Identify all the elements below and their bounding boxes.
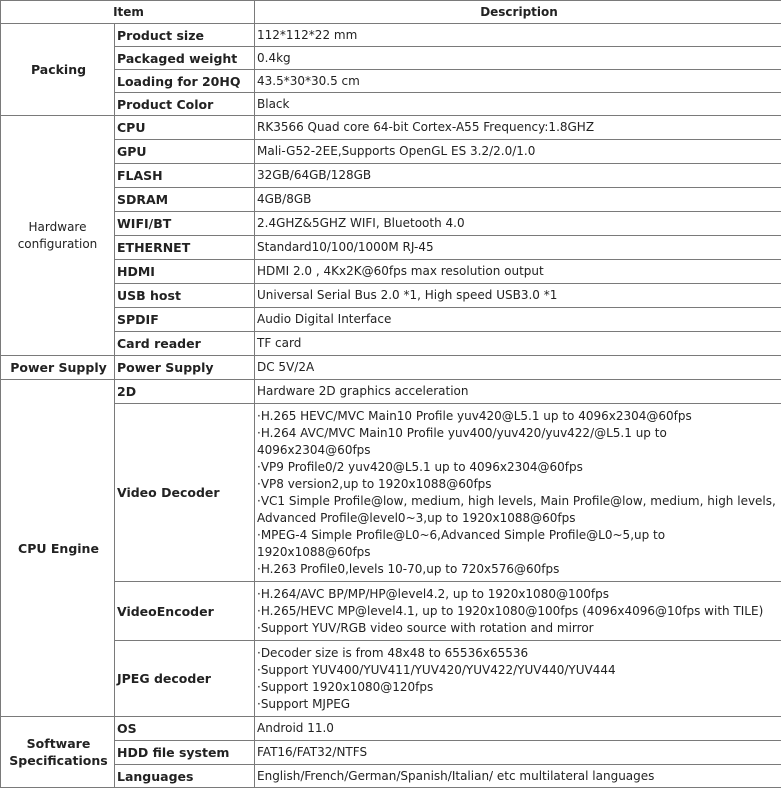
description-line: ·H.264/AVC BP/MP/HP@level4.2, up to 1920x1080@100fps (257, 586, 609, 601)
item-description (255, 308, 781, 332)
description-line: 4GB/8GB (257, 192, 312, 206)
item-description (255, 116, 781, 140)
description-line: 0.4kg (257, 50, 291, 65)
item-label: Power Supply (115, 356, 255, 380)
item-label: ETHERNET (115, 236, 255, 260)
item-description (255, 24, 781, 47)
description-line: 2.4GHZ&5GHZ WIFI, Bluetooth 4.0 (257, 216, 465, 230)
item-label: GPU (115, 140, 255, 164)
item-description (255, 260, 781, 284)
item-description (255, 70, 781, 93)
item-label: Languages (115, 765, 255, 788)
item-description (255, 236, 781, 260)
item-description (255, 356, 781, 380)
item-description (255, 47, 781, 70)
description-line: ·H.265 HEVC/MVC Main10 Profile yuv420@L5.1 up to 4096x2304@60fps (257, 408, 692, 423)
spec-row-video-decoder (1, 404, 781, 582)
item-description (255, 404, 781, 582)
item-description (255, 380, 781, 404)
item-description (255, 332, 781, 356)
item-description (255, 582, 781, 641)
spec-row-cpu (1, 116, 781, 140)
item-label: Product Color (115, 93, 255, 116)
category-cpu-engine: CPU Engine (1, 380, 115, 717)
spec-row-card-reader (1, 332, 781, 356)
item-description (255, 284, 781, 308)
item-label: 2D (115, 380, 255, 404)
description-line: Black (257, 96, 290, 111)
description-line: Android 11.0 (257, 721, 334, 735)
description-line: Audio Digital Interface (257, 312, 392, 326)
spec-row-gpu (1, 140, 781, 164)
item-description (255, 641, 781, 717)
item-description (255, 212, 781, 236)
description-line: ·VP9 Profile0/2 yuv420@L5.1 up to 4096x2304@60fps (257, 459, 583, 474)
item-label: WIFI/BT (115, 212, 255, 236)
spec-row-os (1, 717, 781, 741)
item-label: Loading for 20HQ (115, 70, 255, 93)
description-line: 112*112*22 mm (257, 27, 358, 42)
item-label: FLASH (115, 164, 255, 188)
description-line: Standard10/100/1000M RJ-45 (257, 240, 434, 254)
item-label: JPEG decoder (115, 641, 255, 717)
description-line: ·Support 1920x1080@120fps (257, 679, 434, 694)
category-software-specifications: Software Specifications (1, 717, 115, 788)
item-description (255, 164, 781, 188)
spec-row-flash (1, 164, 781, 188)
spec-row-product-size (1, 24, 781, 47)
item-description (255, 188, 781, 212)
spec-row-sdram (1, 188, 781, 212)
description-line: DC 5V/2A (257, 360, 315, 374)
spec-row-power-supply (1, 356, 781, 380)
item-description (255, 93, 781, 116)
spec-row-videoencoder (1, 582, 781, 641)
item-label: SPDIF (115, 308, 255, 332)
spec-row-ethernet (1, 236, 781, 260)
category-hardware-configuration: Hardware configuration (1, 116, 115, 356)
item-label: OS (115, 717, 255, 741)
description-line: ·VP8 version2,up to 1920x1088@60fps (257, 476, 492, 491)
item-label: CPU (115, 116, 255, 140)
description-line: ·MPEG-4 Simple Profile@L0~6,Advanced Simple Profile@L0~5,up to 1920x1088@60fps (257, 527, 666, 559)
item-description (255, 765, 781, 788)
header-description: Description (255, 1, 781, 24)
description-line: Mali-G52-2EE,Supports OpenGL ES 3.2/2.0/1.0 (257, 144, 536, 158)
spec-row-wifi-bt (1, 212, 781, 236)
description-line: ·Support MJPEG (257, 696, 351, 711)
spec-row-hdmi (1, 260, 781, 284)
description-line: 43.5*30*30.5 cm (257, 73, 360, 88)
description-line: Hardware 2D graphics acceleration (257, 384, 469, 398)
description-line: HDMI 2.0 , 4Kx2K@60fps max resolution output (257, 264, 544, 278)
spec-row-languages (1, 765, 781, 788)
category-power-supply: Power Supply (1, 356, 115, 380)
item-description (255, 717, 781, 741)
item-label: HDD file system (115, 741, 255, 765)
description-line: ·Support YUV/RGB video source with rotation and mirror (257, 620, 594, 635)
spec-row-hdd-file-system (1, 741, 781, 765)
description-line: RK3566 Quad core 64-bit Cortex-A55 Frequency:1.8GHZ (257, 120, 595, 134)
item-label: HDMI (115, 260, 255, 284)
description-line: ·H.265/HEVC MP@level4.1, up to 1920x1080@100fps (4096x4096@10fps with TILE) (257, 603, 764, 618)
spec-row-product-color (1, 93, 781, 116)
spec-row-packaged-weight (1, 47, 781, 70)
category-packing: Packing (1, 24, 115, 116)
spec-row-loading-for-20hq (1, 70, 781, 93)
description-line: FAT16/FAT32/NTFS (257, 745, 368, 759)
description-line: English/French/German/Spanish/Italian/ etc multilateral languages (257, 768, 655, 783)
spec-row-usb-host (1, 284, 781, 308)
item-description (255, 140, 781, 164)
spec-row-spdif (1, 308, 781, 332)
item-label: Card reader (115, 332, 255, 356)
header-item: Item (1, 1, 255, 24)
description-line: 32GB/64GB/128GB (257, 168, 372, 182)
description-line: ·VC1 Simple Profile@low, medium, high levels, Main Profile@low, medium, high levels, Advanced Profile@level0~3,up to 1920x1088@60fps (257, 493, 776, 525)
item-label: USB host (115, 284, 255, 308)
item-label: Packaged weight (115, 47, 255, 70)
spec-row-2d (1, 380, 781, 404)
header-row (1, 1, 781, 24)
description-line: ·H.264 AVC/MVC Main10 Profile yuv400/yuv420/yuv422/@L5.1 up to 4096x2304@60fps (257, 425, 667, 457)
item-description (255, 741, 781, 765)
item-label: Product size (115, 24, 255, 47)
description-line: TF card (257, 336, 302, 350)
description-line: Universal Serial Bus 2.0 *1, High speed USB3.0 *1 (257, 288, 558, 302)
item-label: VideoEncoder (115, 582, 255, 641)
description-line: ·Decoder size is from 48x48 to 65536x65536 (257, 645, 529, 660)
item-label: SDRAM (115, 188, 255, 212)
description-line: ·Support YUV400/YUV411/YUV420/YUV422/YUV440/YUV444 (257, 662, 616, 677)
description-line: ·H.263 Profile0,levels 10-70,up to 720x576@60fps (257, 561, 560, 576)
spec-row-jpeg-decoder (1, 641, 781, 717)
item-label: Video Decoder (115, 404, 255, 582)
